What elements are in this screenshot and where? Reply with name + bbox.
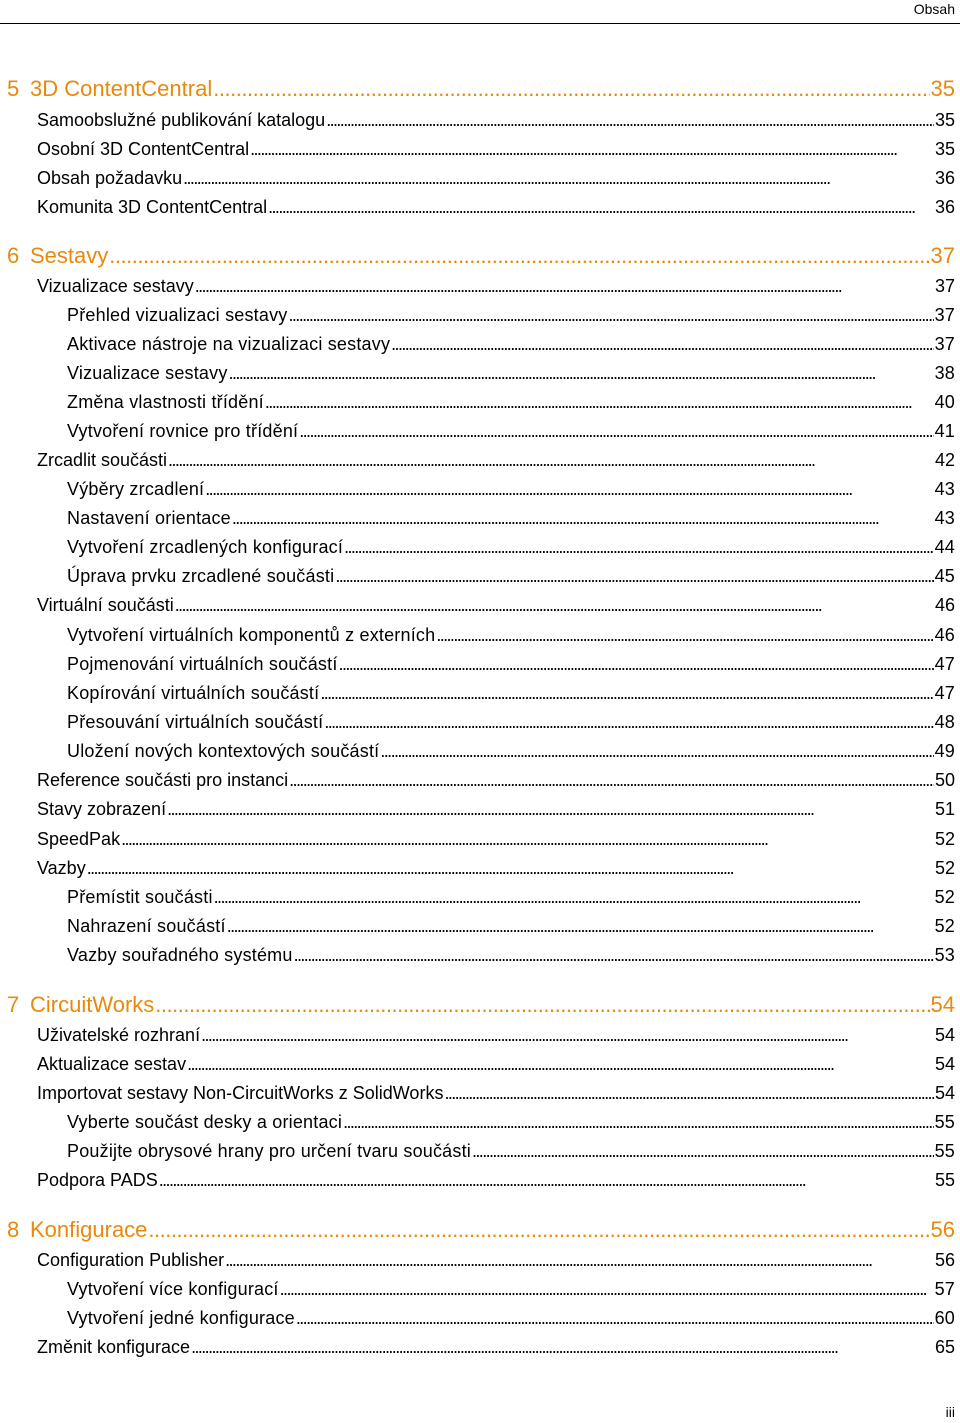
toc-page-number: 45 [934, 566, 955, 586]
toc-page-number: 35 [930, 76, 955, 101]
toc-entry[interactable] [67, 654, 955, 678]
toc-dot-leader [289, 305, 934, 326]
toc-chapter-entry[interactable] [7, 76, 955, 104]
toc-page-number: 36 [934, 197, 955, 217]
toc-entry[interactable] [37, 1337, 955, 1361]
toc-chapter-entry[interactable] [7, 992, 955, 1020]
toc-dot-leader [225, 1250, 934, 1271]
toc-dot-leader [187, 1054, 934, 1075]
toc-page-number: 65 [934, 1337, 955, 1357]
toc-dot-leader [320, 683, 933, 704]
toc-entry[interactable] [37, 450, 955, 474]
toc-entry-title: Vytvoření virtuálních komponentů z externích [67, 625, 436, 645]
toc-entry-title: Stavy zobrazení [37, 799, 167, 819]
toc-entry-title: Vytvoření více konfigurací [67, 1279, 279, 1299]
toc-dot-leader [391, 334, 933, 355]
toc-dot-leader [339, 654, 934, 675]
toc-entry-title: Zrcadlit součásti [37, 450, 168, 470]
toc-entry[interactable] [37, 168, 955, 192]
toc-dot-leader [155, 992, 929, 1018]
toc-page-number: 55 [934, 1170, 955, 1190]
toc-dot-leader [289, 770, 934, 791]
toc-dot-leader [121, 829, 934, 850]
page-header [0, 0, 960, 40]
toc-page-number: 44 [934, 537, 955, 557]
toc-page-number: 50 [934, 770, 955, 790]
toc-entry-title: Vytvoření zrcadlených konfigurací [67, 537, 344, 557]
toc-dot-leader [229, 363, 934, 384]
toc-entry-title: Vazby [37, 858, 86, 878]
toc-entry[interactable] [37, 829, 955, 853]
toc-entry-title: Nahrazení součástí [67, 916, 226, 936]
toc-entry-title: Osobní 3D ContentCentral [37, 139, 250, 159]
toc-page-number: 54 [930, 992, 955, 1017]
toc-entry-title: Komunita 3D ContentCentral [37, 197, 268, 217]
toc-dot-leader [227, 916, 934, 937]
toc-page-number: 51 [934, 799, 955, 819]
toc-entry-title: Aktivace nástroje na vizualizaci sestavy [67, 334, 391, 354]
toc-dot-leader [183, 168, 934, 189]
toc-entry-title: 3D ContentCentral [30, 76, 213, 101]
toc-dot-leader [299, 421, 933, 442]
toc-page-number: 37 [934, 305, 955, 325]
toc-entry-title: Pojmenování virtuálních součástí [67, 654, 338, 674]
toc-entry-title: Vyberte součást desky a orientaci [67, 1112, 343, 1132]
toc-page-number: 35 [934, 139, 955, 159]
toc-entry[interactable] [37, 110, 955, 134]
toc-entry-title: Sestavy [30, 243, 109, 268]
toc-entry[interactable] [67, 1112, 955, 1136]
toc-entry[interactable] [37, 1250, 955, 1274]
toc-entry-title: Přesouvání virtuálních součástí [67, 712, 324, 732]
toc-entry-title: Přehled vizualizaci sestavy [67, 305, 288, 325]
toc-entry-title: Změnit konfigurace [37, 1337, 191, 1357]
toc-entry-title: Úprava prvku zrcadlené součásti [67, 566, 335, 586]
toc-dot-leader [436, 625, 933, 646]
toc-dot-leader [214, 887, 934, 908]
toc-dot-leader [444, 1083, 934, 1104]
toc-entry[interactable] [37, 1170, 955, 1194]
toc-entry[interactable] [67, 887, 955, 911]
toc-entry[interactable] [67, 363, 955, 387]
toc-entry[interactable] [67, 1279, 955, 1303]
toc-page-number: 46 [934, 595, 955, 615]
toc-dot-leader [109, 243, 929, 269]
toc-entry[interactable] [37, 799, 955, 823]
toc-dot-leader [268, 197, 934, 218]
toc-dot-leader [201, 1025, 934, 1046]
toc-page-number: 53 [934, 945, 955, 965]
toc-dot-leader [326, 110, 934, 131]
toc-page-number: 43 [934, 479, 955, 499]
toc-page-number: 37 [934, 276, 955, 296]
toc-entry[interactable] [37, 595, 955, 619]
toc-chapter-number: 8 [7, 1217, 20, 1242]
toc-entry-title: Výběry zrcadlení [67, 479, 205, 499]
toc-entry[interactable] [67, 334, 955, 358]
toc-entry-title: SpeedPak [37, 829, 121, 849]
toc-entry[interactable] [67, 421, 955, 445]
toc-entry[interactable] [37, 197, 955, 221]
toc-entry[interactable] [67, 625, 955, 649]
toc-dot-leader [205, 479, 933, 500]
toc-entry-title: Configuration Publisher [37, 1250, 225, 1270]
toc-dot-leader [175, 595, 934, 616]
toc-entry[interactable] [67, 1141, 955, 1165]
toc-entry-title: CircuitWorks [30, 992, 155, 1017]
toc-dot-leader [294, 945, 934, 966]
toc-page-number: 42 [934, 450, 955, 470]
toc-entry[interactable] [67, 683, 955, 707]
toc-entry-title: Vytvoření rovnice pro třídění [67, 421, 299, 441]
toc-entry-title: Obsah požadavku [37, 168, 183, 188]
toc-entry-title: Nastavení orientace [67, 508, 231, 528]
toc-dot-leader [280, 1279, 934, 1300]
toc-dot-leader [324, 712, 933, 733]
toc-page-number: 35 [934, 110, 955, 130]
toc-page-number: 36 [934, 168, 955, 188]
toc-dot-leader [343, 1112, 934, 1133]
toc-entry[interactable] [67, 508, 955, 532]
toc-entry-title: Použijte obrysové hrany pro určení tvaru součásti [67, 1141, 471, 1161]
toc-entry[interactable] [67, 712, 955, 736]
toc-page-number: 56 [934, 1250, 955, 1270]
toc-page-number: 47 [934, 683, 955, 703]
toc-dot-leader [250, 139, 934, 160]
toc-chapter-number: 6 [7, 243, 20, 268]
footer-page-number: iii [945, 1404, 955, 1420]
toc-page-number: 41 [934, 421, 955, 441]
toc-dot-leader [167, 799, 934, 820]
toc-dot-leader [296, 1308, 934, 1329]
toc-page-number: 37 [930, 243, 955, 268]
header-title: Obsah [913, 1, 955, 17]
toc-chapter-entry[interactable] [7, 1217, 955, 1245]
toc-entry[interactable] [67, 392, 955, 416]
toc-entry[interactable] [67, 741, 955, 765]
toc-entry-title: Importovat sestavy Non-CircuitWorks z SolidWorks [37, 1083, 444, 1103]
toc-entry-title: Vizualizace sestavy [67, 363, 228, 383]
toc-dot-leader [472, 1141, 934, 1162]
toc-page-number: 54 [934, 1083, 955, 1103]
toc-page-number: 55 [934, 1112, 955, 1132]
toc-entry[interactable] [67, 537, 955, 561]
toc-entry-title: Přemístit součásti [67, 887, 213, 907]
toc-entry-title: Uživatelské rozhraní [37, 1025, 201, 1045]
toc-dot-leader [380, 741, 933, 762]
toc-entry[interactable] [67, 1308, 955, 1332]
toc-entry-title: Samoobslužné publikování katalogu [37, 110, 326, 130]
toc-entry-title: Vizualizace sestavy [37, 276, 194, 296]
toc-entry[interactable] [67, 479, 955, 503]
toc-entry-title: Virtuální součásti [37, 595, 174, 615]
toc-page-number: 60 [934, 1308, 955, 1328]
toc-page-number: 52 [934, 829, 955, 849]
toc-entry[interactable] [67, 945, 955, 969]
toc-dot-leader [335, 566, 933, 587]
toc-page-number: 38 [934, 363, 955, 383]
toc-page-number: 47 [934, 654, 955, 674]
toc-chapter-number: 5 [7, 76, 20, 101]
toc-dot-leader [265, 392, 934, 413]
toc-entry[interactable] [37, 276, 955, 300]
toc-chapter-number: 7 [7, 992, 20, 1017]
toc-entry[interactable] [37, 858, 955, 882]
toc-dot-leader [232, 508, 934, 529]
toc-page-number: 37 [934, 334, 955, 354]
toc-page-number: 52 [934, 916, 955, 936]
toc-dot-leader [148, 1217, 929, 1243]
toc-page-number: 54 [934, 1054, 955, 1074]
toc-entry-title: Podpora PADS [37, 1170, 158, 1190]
toc-chapter-entry[interactable] [7, 243, 955, 271]
toc-dot-leader [159, 1170, 934, 1191]
toc-entry-title: Uložení nových kontextových součástí [67, 741, 380, 761]
toc-entry-title: Aktualizace sestav [37, 1054, 187, 1074]
toc-page-number: 57 [934, 1279, 955, 1299]
toc-dot-leader [344, 537, 934, 558]
toc-page-number: 46 [934, 625, 955, 645]
toc-page-number: 49 [934, 741, 955, 761]
toc-entry[interactable] [37, 1083, 955, 1107]
header-divider [0, 23, 960, 24]
toc-page-number: 43 [934, 508, 955, 528]
toc-dot-leader [87, 858, 934, 879]
toc-page-number: 55 [934, 1141, 955, 1161]
toc-page-number: 52 [934, 858, 955, 878]
toc-dot-leader [213, 76, 929, 102]
toc-dot-leader [191, 1337, 934, 1358]
toc-entry-title: Konfigurace [30, 1217, 148, 1242]
toc-entry-title: Kopírování virtuálních součástí [67, 683, 320, 703]
toc-entry-title: Vytvoření jedné konfigurace [67, 1308, 295, 1328]
toc-entry[interactable] [67, 566, 955, 590]
toc-entry[interactable] [37, 1025, 955, 1049]
toc-entry-title: Reference součásti pro instanci [37, 770, 289, 790]
toc-dot-leader [195, 276, 934, 297]
toc-entry[interactable] [37, 1054, 955, 1078]
toc-page-number: 54 [934, 1025, 955, 1045]
toc-dot-leader [168, 450, 934, 471]
toc-page-number: 52 [934, 887, 955, 907]
toc-page-number: 56 [930, 1217, 955, 1242]
toc-page-number: 40 [934, 392, 955, 412]
toc-entry-title: Vazby souřadného systému [67, 945, 293, 965]
toc-page-number: 48 [934, 712, 955, 732]
toc-entry[interactable] [37, 139, 955, 163]
toc-entry[interactable] [67, 916, 955, 940]
toc-entry[interactable] [67, 305, 955, 329]
toc-entry[interactable] [37, 770, 955, 794]
toc-entry-title: Změna vlastnosti třídění [67, 392, 264, 412]
